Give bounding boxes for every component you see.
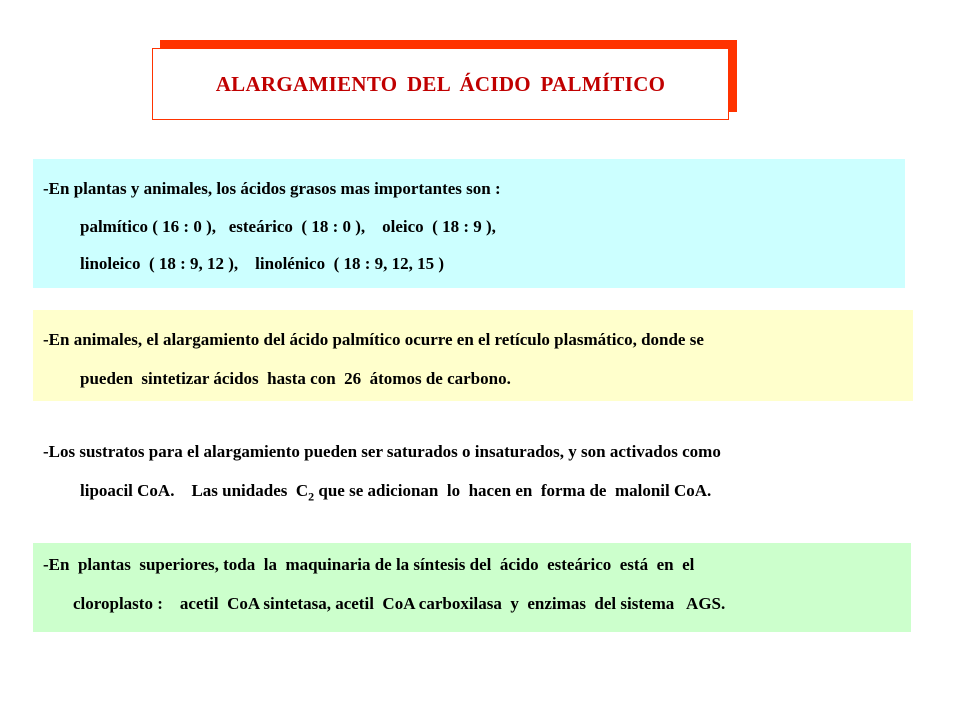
panel-2-line-1: -En animales, el alargamiento del ácido palmítico ocurre en el retículo plasmático, donde se (43, 330, 704, 349)
panel-animals-elongation (33, 310, 913, 401)
panel-4-line-1: -En plantas superiores, toda la maquinaria de la síntesis del ácido esteárico está en el (43, 555, 695, 574)
panel-3-line-1: -Los sustratos para el alargamiento pueden ser saturados o insaturados, y son activados como (43, 442, 721, 461)
panel-3-line-2-start: lipoacil CoA. Las unidades C (80, 481, 309, 500)
panel-4-line-2: cloroplasto : acetil CoA sintetasa, acetil CoA carboxilasa y enzimas del sistema AGS. (73, 594, 726, 613)
carbon-subscript: 2 (308, 489, 315, 504)
panel-1-line-2: palmítico ( 16 : 0 ), esteárico ( 18 : 0 ), oleico ( 18 : 9 ), (80, 217, 496, 236)
panel-1-line-3: linoleico ( 18 : 9, 12 ), linolénico ( 18 : 9, 12, 15 ) (80, 254, 445, 273)
page-title: ALARGAMIENTO DEL ÁCIDO PALMÍTICO (215, 71, 666, 96)
panel-plants-animals-fatty-acids (33, 159, 905, 288)
panel-substrates (33, 426, 913, 518)
panel-higher-plants (33, 543, 911, 632)
panel-3-line-2 (80, 481, 711, 506)
title-box (152, 48, 729, 120)
panel-2-line-2: pueden sintetizar ácidos hasta con 26 átomos de carbono. (80, 369, 511, 388)
panel-1-line-1: -En plantas y animales, los ácidos grasos mas importantes son : (43, 179, 501, 198)
panel-3-line-2-end: que se adicionan lo hacen en forma de malonil CoA. (314, 481, 712, 500)
